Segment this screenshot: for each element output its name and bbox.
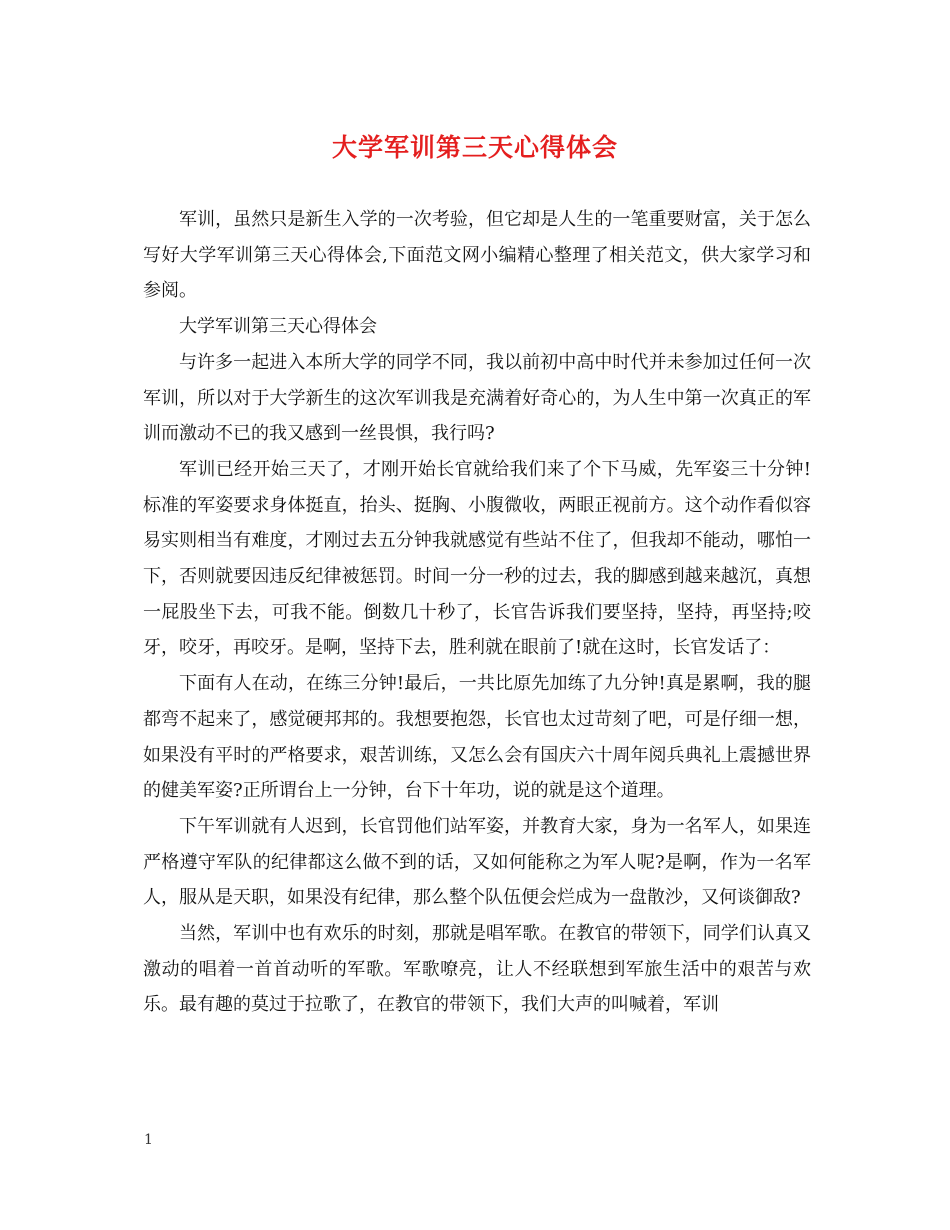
paragraph: 与许多一起进入本所大学的同学不同，我以前初中高中时代并未参加过任何一次军训，所以对于大学新生的这次军训我是充满着好奇心的，为人生中第一次真正的军训而激动不已的我又感到一丝畏惧，我行吗?: [143, 351, 811, 445]
paragraph: 军训已经开始三天了，才刚开始长官就给我们来了个下马威，先军姿三十分钟!标准的军姿要求身体挺直，抬头、挺胸、小腹微收，两眼正视前方。这个动作看似容易实则相当有难度，才刚过去五分钟我就感觉有些站不住了，但我却不能动，哪怕一下，否则就要因违反纪律被惩罚。时间一分一秒的过去，我的脚感到越来越沉，真想一屁股坐下去，可我不能。倒数几十秒了，长官告诉我们要坚持，坚持，再坚持;咬牙，咬牙，再咬牙。是啊，坚持下去，胜利就在眼前了!就在这时，长官发话了：: [143, 458, 811, 659]
section-heading: 大学军训第三天心得体会: [179, 316, 377, 338]
paragraph: 当然，军训中也有欢乐的时刻，那就是唱军歌。在教官的带领下，同学们认真又激动的唱着一首首动听的军歌。军歌嘹亮，让人不经联想到军旅生活中的艰苦与欢乐。最有趣的莫过于拉歌了，在教官的带领下，我们大声的叫喊着，军训: [143, 923, 811, 1016]
document-title: 大学军训第三天心得体会: [331, 133, 618, 162]
document-body: [143, 202, 811, 1023]
paragraph: 下午军训就有人迟到，长官罚他们站军姿，并教育大家，身为一名军人，如果连严格遵守军队的纪律都这么做不到的话，又如何能称之为军人呢?是啊，作为一名军人，服从是天职，如果没有纪律，那么整个队伍便会烂成为一盘散沙，又何谈御敌?: [143, 815, 811, 909]
paragraph: 下面有人在动，在练三分钟!最后，一共比原先加练了九分钟!真是累啊，我的腿都弯不起来了，感觉硬邦邦的。我想要抱怨，长官也太过苛刻了吧，可是仔细一想，如果没有平时的严格要求，艰苦训练，又怎么会有国庆六十周年阅兵典礼上震撼世界的健美军姿?正所谓台上一分钟，台下十年功，说的就是这个道理。: [143, 673, 811, 802]
paragraph: 军训，虽然只是新生入学的一次考验，但它却是人生的一笔重要财富，关于怎么写好大学军训第三天心得体会,下面范文网小编精心整理了相关范文，供大家学习和参阅。: [143, 209, 811, 302]
page-number: 1: [144, 1132, 153, 1148]
